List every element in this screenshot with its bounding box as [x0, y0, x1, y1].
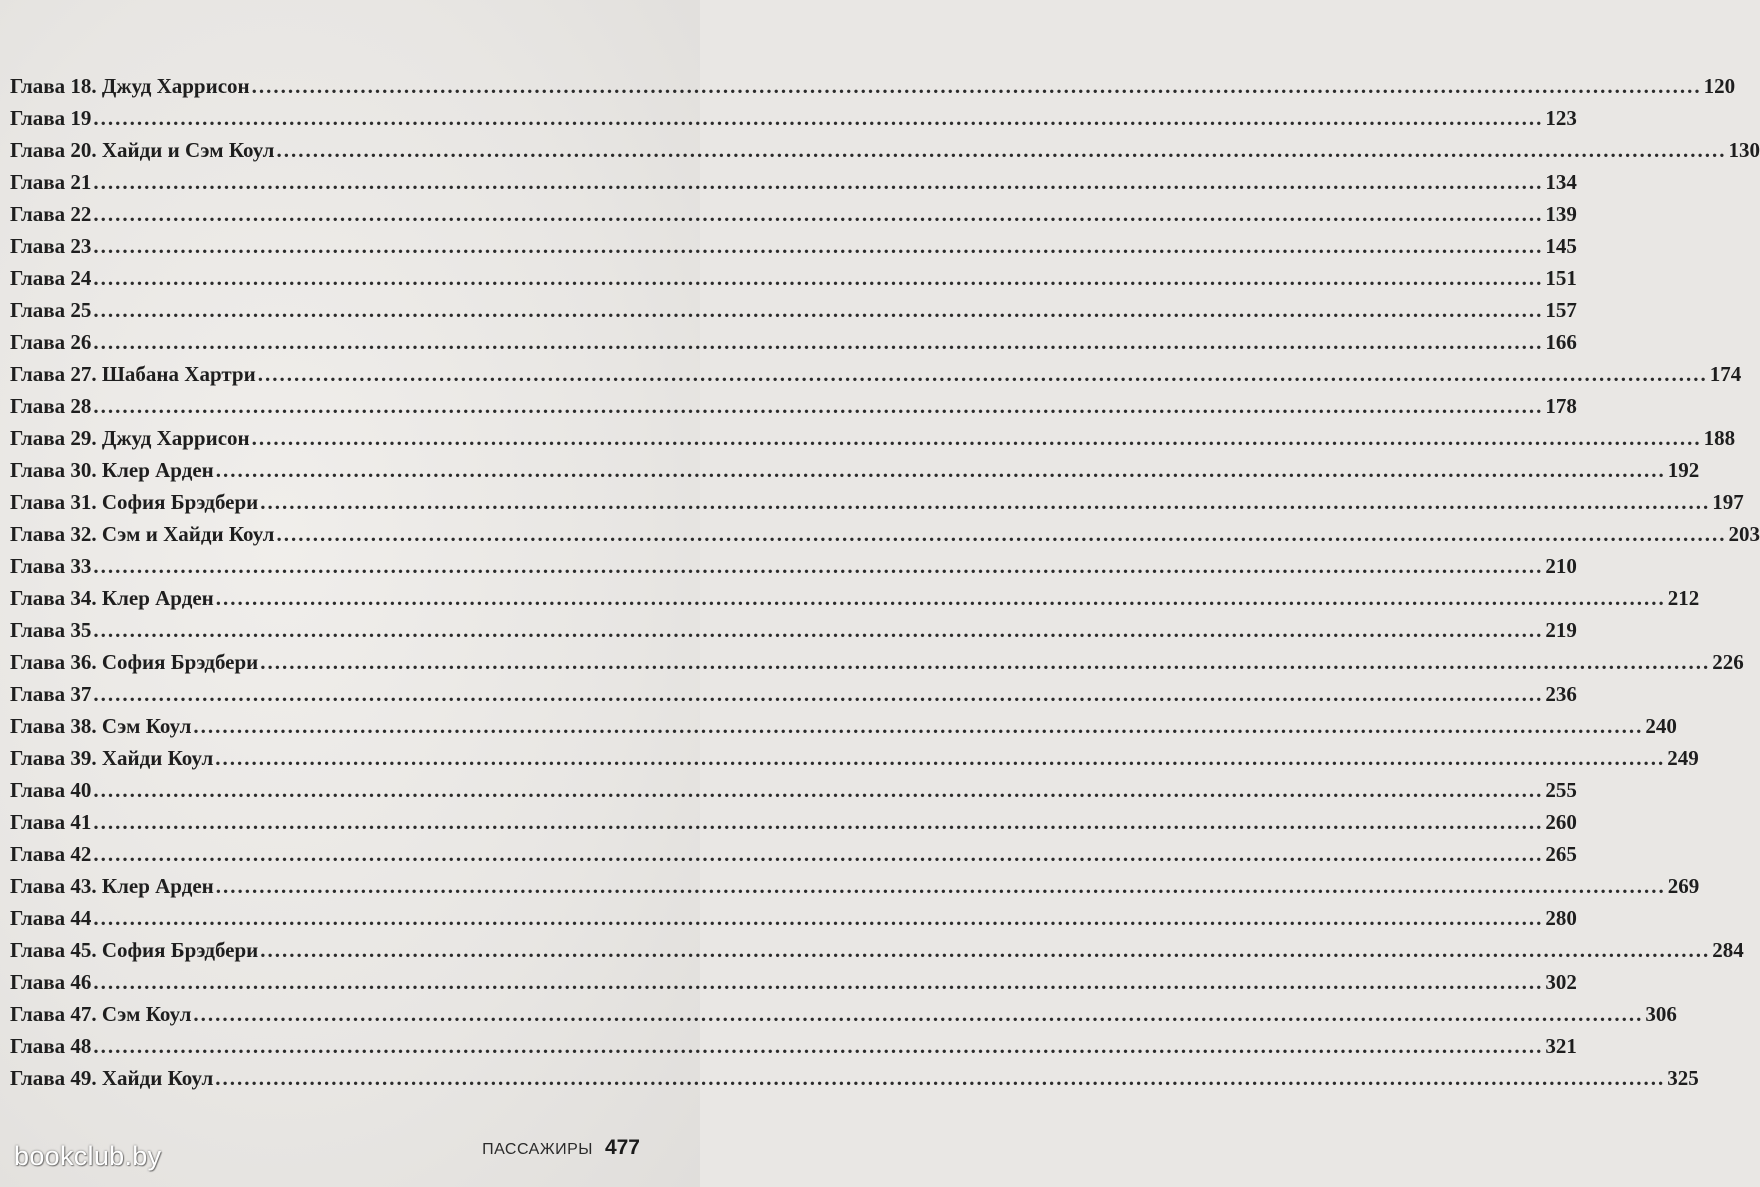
toc-dot-leader: ........................................................................................................................................................................................................ [93, 682, 1544, 706]
toc-entry-title: Глава 37 [10, 682, 92, 706]
toc-entry-page: 302 [1545, 970, 1577, 994]
toc-entry-title: Глава 19 [10, 106, 92, 130]
toc-entry-title: Глава 30. Клер Арден [10, 458, 214, 482]
toc-entry-page: 219 [1545, 618, 1577, 642]
toc-entry [10, 202, 1577, 234]
toc-entry [10, 554, 1577, 586]
toc-dot-leader: ........................................................................................................................................................................................................ [93, 298, 1544, 322]
toc-entry-page: 260 [1545, 810, 1577, 834]
toc-entry-page: 166 [1545, 330, 1577, 354]
toc-entry [10, 810, 1577, 842]
toc-entry-page: 178 [1545, 394, 1577, 418]
toc-entry [10, 1002, 1677, 1034]
toc-entry-title: Глава 32. Сэм и Хайди Коул [10, 522, 275, 546]
toc-dot-leader: ........................................................................................................................................................................................................ [93, 330, 1544, 354]
toc-entry [10, 394, 1577, 426]
toc-entry [10, 1034, 1577, 1066]
toc-entry [10, 938, 1744, 970]
toc-entry-page: 123 [1545, 106, 1577, 130]
toc-entry [10, 266, 1577, 298]
toc-entry-title: Глава 22 [10, 202, 92, 226]
toc-entry-title: Глава 18. Джуд Харрисон [10, 74, 250, 98]
toc-entry-title: Глава 44 [10, 906, 92, 930]
toc-entry-title: Глава 33 [10, 554, 92, 578]
toc-dot-leader: ........................................................................................................................................................................................................ [260, 650, 1711, 674]
toc-entry-page: 145 [1545, 234, 1577, 258]
toc-entry-page: 151 [1545, 266, 1577, 290]
toc-dot-leader: ........................................................................................................................................................................................................ [276, 138, 1727, 162]
toc-entry-title: Глава 41 [10, 810, 92, 834]
toc-entry-page: 139 [1545, 202, 1577, 226]
toc-entry [10, 426, 1736, 458]
toc-dot-leader: ........................................................................................................................................................................................................ [193, 1002, 1644, 1026]
toc-entry-title: Глава 47. Сэм Коул [10, 1002, 192, 1026]
toc-entry-page: 157 [1545, 298, 1577, 322]
toc-entry-page: 130 [1728, 138, 1760, 162]
toc-entry [10, 906, 1577, 938]
toc-dot-leader: ........................................................................................................................................................................................................ [93, 810, 1544, 834]
toc-entry-page: 212 [1667, 586, 1700, 610]
toc-entry-title: Глава 39. Хайди Коул [10, 746, 214, 770]
toc-entry [10, 362, 1742, 394]
toc-dot-leader: ........................................................................................................................................................................................................ [93, 394, 1544, 418]
toc-entry-title: Глава 45. София Брэдбери [10, 938, 259, 962]
toc-entry-title: Глава 21 [10, 170, 92, 194]
toc-entry-page: 192 [1667, 458, 1700, 482]
toc-entry-page: 203 [1728, 522, 1760, 546]
toc-entry [10, 138, 1760, 170]
toc-entry [10, 746, 1699, 778]
toc-entry-title: Глава 26 [10, 330, 92, 354]
toc-entry-page: 284 [1712, 938, 1744, 962]
toc-entry-title: Глава 48 [10, 1034, 92, 1058]
toc-entry-page: 226 [1712, 650, 1744, 674]
toc-entry-page: 306 [1645, 1002, 1677, 1026]
toc-dot-leader: ........................................................................................................................................................................................................ [257, 362, 1708, 386]
toc-dot-leader: ........................................................................................................................................................................................................ [276, 522, 1727, 546]
toc-entry-page: 280 [1545, 906, 1577, 930]
toc-dot-leader: ........................................................................................................................................................................................................ [215, 1066, 1666, 1090]
toc-entry [10, 842, 1577, 874]
toc-dot-leader: ........................................................................................................................................................................................................ [215, 458, 1666, 482]
toc-entry [10, 106, 1577, 138]
toc-entry-page: 325 [1667, 1066, 1699, 1090]
toc-dot-leader: ........................................................................................................................................................................................................ [93, 106, 1544, 130]
page-number: 477 [604, 1136, 640, 1159]
toc-entry [10, 458, 1700, 490]
toc-entry [10, 970, 1577, 1002]
toc-entry [10, 1066, 1699, 1098]
toc-entry [10, 234, 1577, 266]
toc-dot-leader: ........................................................................................................................................................................................................ [93, 170, 1544, 194]
toc-dot-leader: ........................................................................................................................................................................................................ [93, 842, 1544, 866]
toc-dot-leader: ........................................................................................................................................................................................................ [215, 874, 1666, 898]
toc-entry-title: Глава 36. София Брэдбери [10, 650, 259, 674]
toc-dot-leader: ........................................................................................................................................................................................................ [215, 746, 1666, 770]
toc-entry-page: 249 [1667, 746, 1699, 770]
toc-entry [10, 778, 1577, 810]
running-title: ПАССАЖИРЫ [482, 1141, 593, 1158]
toc-dot-leader: ........................................................................................................................................................................................................ [215, 586, 1666, 610]
toc-entry [10, 330, 1577, 362]
toc-entry-page: 210 [1545, 554, 1577, 578]
toc-dot-leader: ........................................................................................................................................................................................................ [93, 266, 1544, 290]
toc-entry-title: Глава 31. София Брэдбери [10, 490, 259, 514]
toc-dot-leader: ........................................................................................................................................................................................................ [93, 906, 1544, 930]
toc-dot-leader: ........................................................................................................................................................................................................ [93, 970, 1544, 994]
toc-entry-title: Глава 42 [10, 842, 92, 866]
toc-entry-title: Глава 43. Клер Арден [10, 874, 214, 898]
toc-entry-page: 197 [1712, 490, 1744, 514]
toc-dot-leader: ........................................................................................................................................................................................................ [251, 426, 1702, 450]
toc-entry-title: Глава 34. Клер Арден [10, 586, 214, 610]
watermark: bookclub.by [14, 1141, 162, 1171]
toc-dot-leader: ........................................................................................................................................................................................................ [93, 234, 1544, 258]
toc-entry-page: 321 [1545, 1034, 1577, 1058]
toc-entry [10, 490, 1744, 522]
table-of-contents [10, 74, 1760, 1098]
toc-entry-page: 240 [1645, 714, 1677, 738]
toc-dot-leader: ........................................................................................................................................................................................................ [93, 554, 1544, 578]
toc-entry-page: 265 [1545, 842, 1577, 866]
toc-entry [10, 714, 1677, 746]
toc-dot-leader: ........................................................................................................................................................................................................ [93, 618, 1544, 642]
toc-entry [10, 682, 1577, 714]
toc-entry-page: 255 [1545, 778, 1577, 802]
toc-entry [10, 586, 1700, 618]
toc-entry-title: Глава 25 [10, 298, 92, 322]
toc-entry-title: Глава 20. Хайди и Сэм Коул [10, 138, 275, 162]
toc-entry-page: 236 [1545, 682, 1577, 706]
toc-entry-title: Глава 27. Шабана Хартри [10, 362, 256, 386]
toc-entry-title: Глава 40 [10, 778, 92, 802]
toc-entry-title: Глава 35 [10, 618, 92, 642]
toc-entry-page: 120 [1703, 74, 1736, 98]
toc-dot-leader: ........................................................................................................................................................................................................ [260, 938, 1711, 962]
toc-entry-title: Глава 28 [10, 394, 92, 418]
toc-dot-leader: ........................................................................................................................................................................................................ [260, 490, 1711, 514]
running-footer [482, 1136, 640, 1160]
toc-dot-leader: ........................................................................................................................................................................................................ [93, 202, 1544, 226]
toc-entry [10, 170, 1577, 202]
toc-entry-title: Глава 24 [10, 266, 92, 290]
toc-entry [10, 618, 1577, 650]
toc-entry [10, 74, 1736, 106]
toc-dot-leader: ........................................................................................................................................................................................................ [193, 714, 1644, 738]
toc-entry-page: 188 [1703, 426, 1736, 450]
toc-entry-page: 134 [1545, 170, 1577, 194]
toc-dot-leader: ........................................................................................................................................................................................................ [251, 74, 1702, 98]
toc-entry-title: Глава 23 [10, 234, 92, 258]
toc-entry-page: 174 [1709, 362, 1742, 386]
toc-entry-title: Глава 46 [10, 970, 92, 994]
toc-entry [10, 298, 1577, 330]
toc-entry [10, 874, 1700, 906]
toc-entry-title: Глава 38. Сэм Коул [10, 714, 192, 738]
toc-entry [10, 522, 1760, 554]
toc-entry-title: Глава 49. Хайди Коул [10, 1066, 214, 1090]
toc-entry [10, 650, 1744, 682]
toc-entry-page: 269 [1667, 874, 1700, 898]
toc-entry-title: Глава 29. Джуд Харрисон [10, 426, 250, 450]
toc-dot-leader: ........................................................................................................................................................................................................ [93, 778, 1544, 802]
toc-dot-leader: ........................................................................................................................................................................................................ [93, 1034, 1544, 1058]
